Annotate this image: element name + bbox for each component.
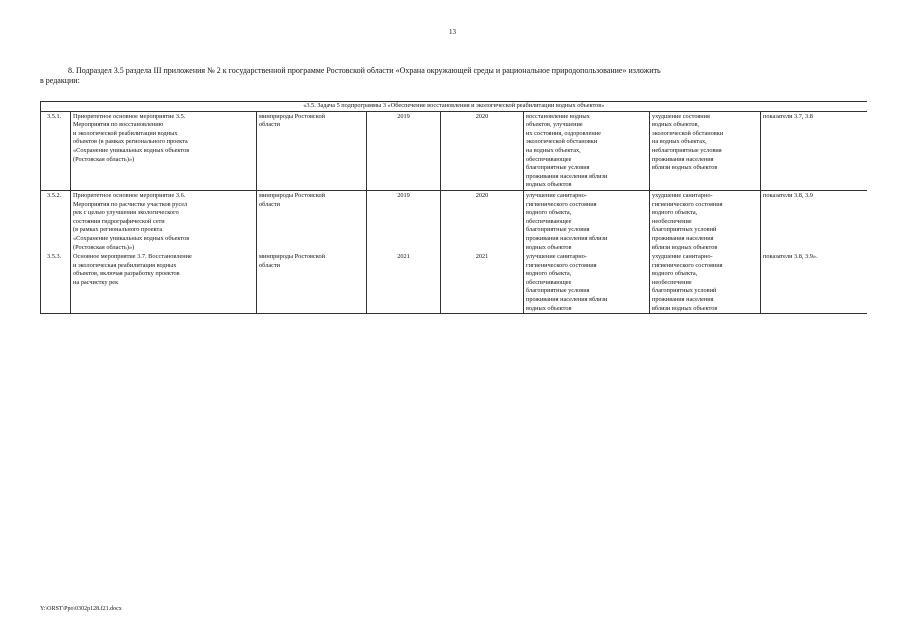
text-line: проживания населения (652, 155, 714, 163)
executor (257, 252, 367, 314)
indicators: показатели 3.8, 3.9 (763, 191, 813, 199)
table-heading-row (41, 102, 867, 112)
text-line: экологической обстановки (526, 138, 598, 146)
text-line: проживания населения вблизи (526, 234, 608, 242)
measure-name (71, 111, 257, 190)
intro-line-1: 8. Подраздел 3.5 раздела III приложения № 2 к государственной программе Ростовской области «Охрана окружающей среды и рациональное природопользование» изложить (68, 66, 661, 75)
table-heading: «3.5. Задача 5 подпрограммы 3 «Обеспечение восстановления и экологической реабилитации водных объектов» (41, 102, 867, 112)
expected-result (524, 252, 650, 314)
text-line: благоприятные условия (526, 226, 590, 234)
text-line: обеспечивающее (526, 217, 572, 225)
text-line: водных объектов (526, 181, 572, 189)
text-line: на водных объектах, (526, 146, 581, 154)
end-year: 2020 (441, 190, 524, 252)
row-number: 3.5.3. (41, 252, 71, 314)
text-line: гигиенического состояния (652, 261, 723, 269)
measure-name (71, 190, 257, 252)
indicators: показатели 3.8, 3.9». (761, 252, 867, 314)
text-line: неблагоприятные условия (652, 146, 722, 154)
text-line: водных объектов, (652, 121, 700, 129)
text-line: и экологическая реабилитация водных (73, 261, 177, 269)
text-line: необеспечение (652, 278, 692, 286)
text-line: необеспечение (652, 217, 692, 225)
text-line: ухудшение состояния (652, 112, 710, 120)
text-line: ухудшение санитарно- (652, 191, 713, 199)
file-path-footer: Y:\ORST\Ppo\0302p128.f21.docx (40, 606, 122, 612)
program-table (40, 101, 867, 314)
text-line: Мероприятия по расчистке участков русел (73, 200, 188, 208)
text-line: и экологической реабилитации водных (73, 129, 178, 137)
start-year: 2019 (367, 111, 441, 190)
text-line: обеспечивающее (526, 155, 572, 163)
text-line: улучшение санитарно- (526, 253, 587, 261)
end-year: 2020 (441, 111, 524, 190)
table-row (41, 111, 867, 190)
text-line: вблизи водных объектов (652, 164, 718, 172)
text-line: водного объекта, (526, 209, 572, 217)
consequences (650, 190, 761, 252)
text-line: области (259, 261, 281, 269)
end-year: 2021 (441, 252, 524, 314)
text-line: Приоритетное основное мероприятие 3.6. (73, 191, 186, 199)
text-line: их состояния, оздоровление (526, 129, 601, 137)
text-line: гигиенического состояния (526, 200, 597, 208)
text-line: состояния гидрографической сети (73, 217, 165, 225)
text-line: улучшение санитарно- (526, 191, 587, 199)
text-line: благоприятных условий (652, 226, 717, 234)
text-line: вблизи водных объектов (652, 243, 718, 251)
text-line: области (259, 200, 281, 208)
text-line: проживания населения вблизи (526, 296, 608, 304)
text-line: проживания населения вблизи (526, 172, 608, 180)
text-line: на водных объектах, (652, 138, 707, 146)
text-line: водного объекта, (652, 209, 698, 217)
executor (257, 190, 367, 252)
row-number: 3.5.1. (41, 111, 71, 190)
text-line: объектов, улучшение (526, 121, 583, 129)
text-line: (Ростовская область)») (73, 155, 135, 163)
table-row (41, 190, 867, 252)
text-line: (в рамках регионального проекта (73, 226, 163, 234)
text-line: водных объектов (526, 304, 572, 312)
page-number: 13 (449, 28, 456, 36)
expected-result (524, 111, 650, 190)
text-line: рек с целью улучшения экологического (73, 209, 179, 217)
text-line: восстановление водных (526, 112, 590, 120)
text-line: проживания населения (652, 296, 714, 304)
intro-paragraph (40, 66, 866, 86)
expected-result (524, 190, 650, 252)
intro-line-2: в редакции: (40, 76, 80, 85)
text-line: вблизи водных объектов (652, 304, 718, 312)
consequences (650, 252, 761, 314)
text-line: минприроды Ростовской (259, 112, 325, 120)
text-line: Основное мероприятие 3.7. Восстановление (73, 253, 192, 261)
text-line: «Сохранение уникальных водных объектов (73, 234, 190, 242)
text-line: минприроды Ростовской (259, 191, 325, 199)
text-line: объектов, включая разработку проектов (73, 270, 180, 278)
executor (257, 111, 367, 190)
text-line: водного объекта, (652, 270, 698, 278)
text-line: минприроды Ростовской (259, 253, 325, 261)
text-line: водного объекта, (526, 270, 572, 278)
text-line: «Сохранение уникальных водных объектов (73, 146, 190, 154)
text-line: (Ростовская область)») (73, 243, 135, 251)
text-line: благоприятные условия (526, 287, 590, 295)
consequences (650, 111, 761, 190)
text-line: благоприятные условия (526, 164, 590, 172)
start-year: 2021 (367, 252, 441, 314)
text-line: водных объектов (526, 243, 572, 251)
text-line: Мероприятия по восстановлению (73, 121, 164, 129)
text-line: благоприятных условий (652, 287, 717, 295)
start-year: 2019 (367, 190, 441, 252)
text-line: гигиенического состояния (526, 261, 597, 269)
text-line: объектов (в рамках регионального проекта (73, 138, 188, 146)
text-line: ухудшение санитарно- (652, 253, 713, 261)
measure-name (71, 252, 257, 314)
table-row (41, 252, 867, 314)
text-line: проживания населения (652, 234, 714, 242)
text-line: области (259, 121, 281, 129)
text-line: экологической обстановки (652, 129, 724, 137)
text-line: Приоритетное основное мероприятие 3.5. (73, 112, 186, 120)
indicators: показатели 3.7, 3.8 (763, 112, 813, 120)
row-number: 3.5.2. (41, 190, 71, 252)
text-line: на расчистку рек (73, 278, 119, 286)
text-line: обеспечивающее (526, 278, 572, 286)
text-line: гигиенического состояния (652, 200, 723, 208)
